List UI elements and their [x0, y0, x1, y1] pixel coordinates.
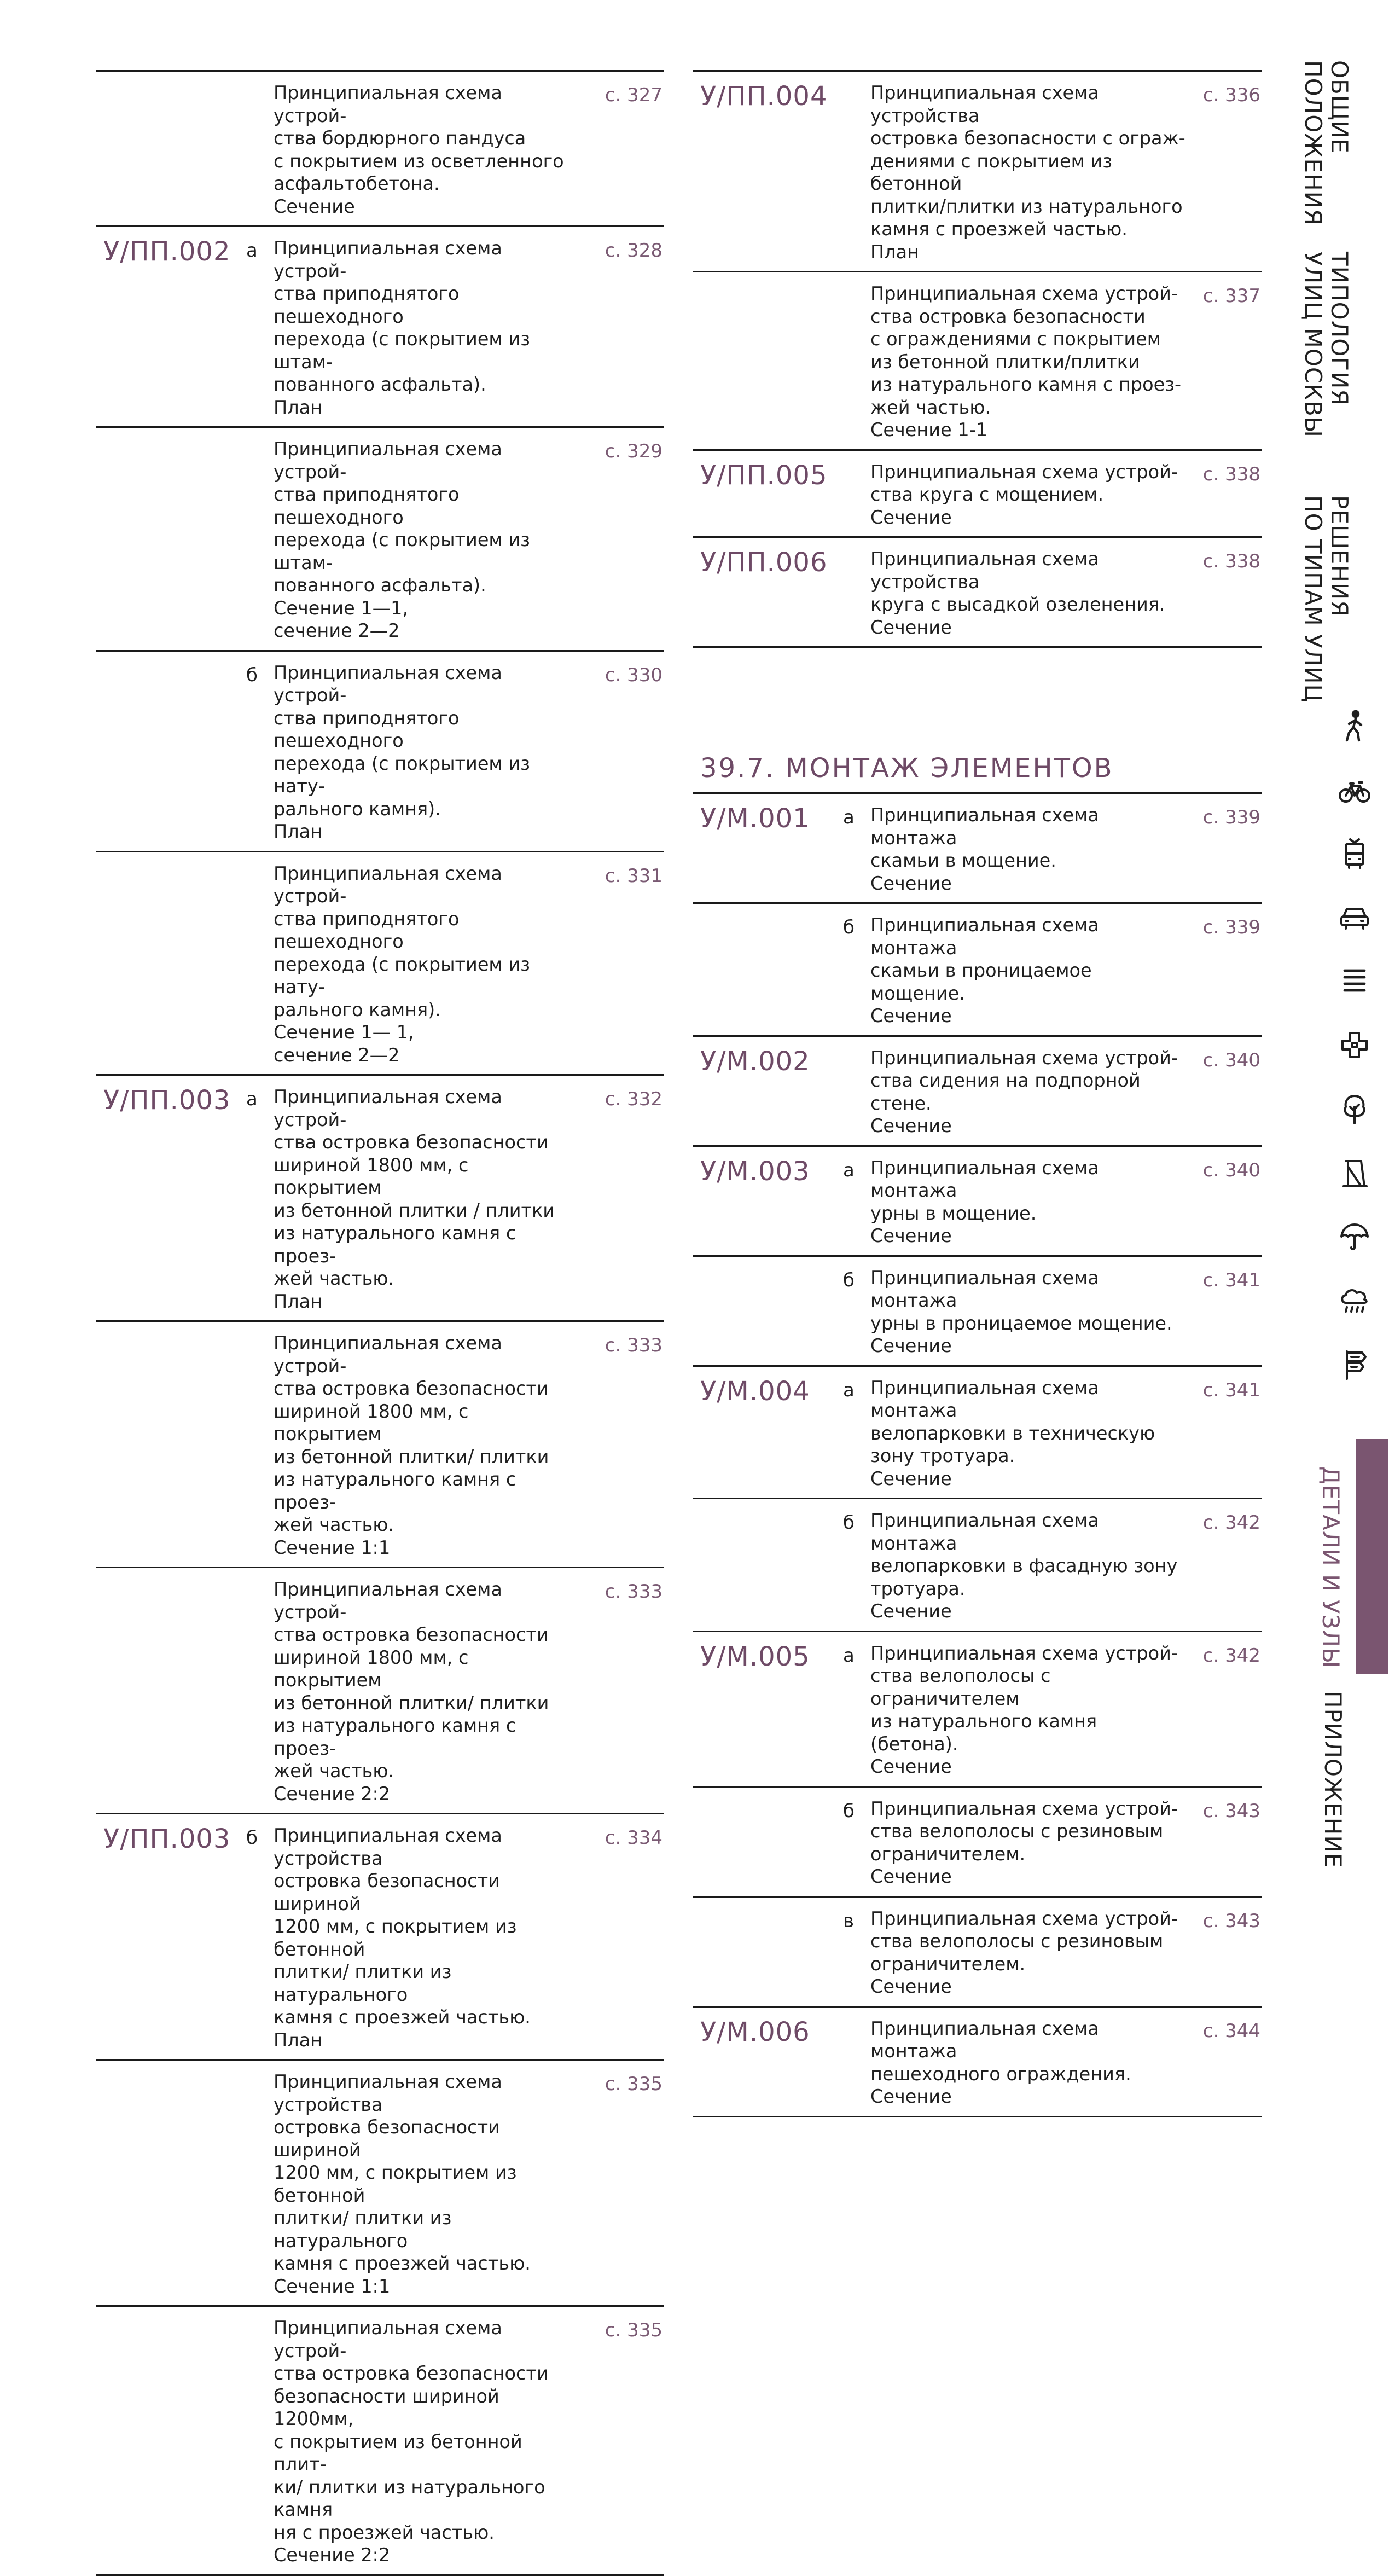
entry-page-number[interactable]: с. 340 — [1202, 1049, 1260, 1071]
entry-description: Принципиальная схема устрой- ства велополосы с резиновым ограничителем. Сечение — [870, 1797, 1178, 1887]
left-entry[interactable] — [96, 1074, 664, 1320]
right-top-entry[interactable] — [693, 449, 1262, 537]
entry-description: Принципиальная схема устрой- ства бордюрного пандуса с покрытием из осветленного асфальтобетона. Сечение — [274, 82, 564, 217]
nav-section-general[interactable]: ОБЩИЕ ПОЛОЖЕНИЯ — [1300, 60, 1353, 226]
entry-variant: а — [246, 240, 258, 262]
right-top-entry[interactable] — [693, 536, 1262, 646]
right-column — [693, 70, 1262, 2117]
left-entry[interactable] — [96, 851, 664, 1075]
entry-page-number[interactable]: с. 338 — [1202, 550, 1260, 572]
entry-page-number[interactable]: с. 329 — [605, 440, 662, 462]
entry-description: Принципиальная схема устройства круга с высадкой озеленения. Сечение — [870, 548, 1165, 638]
right-bottom-entry-list — [693, 792, 1262, 2116]
entry-variant: б — [246, 1827, 258, 1849]
entry-description: Принципиальная схема устрой- ства круга с мощением. Сечение — [870, 461, 1178, 528]
right-bottom-entry[interactable] — [693, 792, 1262, 902]
right-bottom-entry[interactable] — [693, 1786, 1262, 1896]
entry-page-number[interactable]: с. 338 — [1202, 463, 1260, 485]
car-icon[interactable] — [1337, 900, 1372, 935]
right-top-entry-list — [693, 70, 1262, 646]
entry-code: У/М.004 — [700, 1376, 810, 1407]
entry-code: У/ПП.004 — [700, 81, 828, 112]
entry-description: Принципиальная схема устрой- ства приподнятого пешеходного перехода (с покрытием из нату- рального камня). Сечение 1— 1, сечение 2—2 — [274, 862, 530, 1066]
entry-page-number[interactable]: с. 337 — [1202, 285, 1260, 307]
entry-variant: б — [843, 1800, 855, 1822]
left-entry[interactable] — [96, 1567, 664, 1813]
right-bottom-entry[interactable] — [693, 1145, 1262, 1255]
entry-description: Принципиальная схема устрой- ства островка безопасности с ограждениями с покрытием из бетонной плитки/плитки из натурального камня с проез- жей частью. Сечение 1-1 — [870, 283, 1182, 440]
left-entry[interactable] — [96, 426, 664, 650]
entry-description: Принципиальная схема устрой- ства островка безопасности безопасности шириной 1200мм, с покрытием из бетонной плит- ки/ плитки из натурального камня ня с проезжей частью. Сечение 2:2 — [274, 2317, 549, 2566]
entry-page-number[interactable]: с. 342 — [1202, 1512, 1260, 1534]
entry-page-number[interactable]: с. 327 — [605, 84, 662, 106]
entry-page-number[interactable]: с. 333 — [605, 1335, 662, 1356]
entry-page-number[interactable]: с. 334 — [605, 1827, 662, 1849]
right-bottom-end-rule — [693, 2116, 1262, 2117]
entry-description: Принципиальная схема монтажа скамьи в проницаемое мощение. Сечение — [870, 914, 1099, 1026]
right-bottom-entry[interactable] — [693, 1255, 1262, 1365]
entry-description: Принципиальная схема монтажа пешеходного ограждения. Сечение — [870, 2017, 1131, 2107]
entry-variant: а — [843, 807, 855, 828]
entry-description: Принципиальная схема устрой- ства приподнятого пешеходного перехода (с покрытием из штам- пованного асфальта). Сечение 1—1, сечение 2—2 — [274, 438, 530, 641]
entry-variant: б — [843, 916, 855, 938]
entry-page-number[interactable]: с. 333 — [605, 1581, 662, 1603]
entry-description: Принципиальная схема монтажа урны в проницаемое мощение. Сечение — [870, 1267, 1172, 1356]
left-column — [96, 70, 664, 2576]
right-top-entry[interactable] — [693, 70, 1262, 271]
entry-page-number[interactable]: с. 343 — [1202, 1800, 1260, 1822]
entry-code: У/М.006 — [700, 2016, 810, 2047]
entry-variant: б — [843, 1269, 855, 1291]
entry-description: Принципиальная схема монтажа велопарковки в техническую зону тротуара. Сечение — [870, 1377, 1155, 1489]
entry-description: Принципиальная схема устрой- ства островка безопасности шириной 1800 мм, с покрытием из бетонной плитки/ плитки из натурального камня с проез- жей частью. Сечение 2:2 — [274, 1579, 549, 1805]
umbrella-icon[interactable] — [1337, 1219, 1372, 1254]
right-bottom-entry[interactable] — [693, 1631, 1262, 1786]
entry-code: У/М.002 — [700, 1046, 810, 1077]
left-entry[interactable] — [96, 1813, 664, 2059]
right-top-end-rule — [693, 646, 1262, 648]
nav-active-marker — [1356, 1439, 1388, 1674]
entry-variant: а — [843, 1159, 855, 1181]
left-entry[interactable] — [96, 1320, 664, 1567]
entry-variant: б — [843, 1512, 855, 1534]
pedestrian-icon[interactable] — [1337, 709, 1372, 744]
entry-page-number[interactable]: с. 339 — [1202, 807, 1260, 828]
entry-description: Принципиальная схема монтажа скамьи в мощение. Сечение — [870, 804, 1099, 894]
right-bottom-entry[interactable] — [693, 1498, 1262, 1631]
entry-page-number[interactable]: с. 342 — [1202, 1644, 1260, 1667]
entry-variant: в — [843, 1910, 855, 1932]
entry-variant: а — [843, 1644, 855, 1667]
entry-description: Принципиальная схема устрой- ства приподнятого пешеходного перехода (с покрытием из нату- рального камня). План — [274, 662, 530, 842]
left-entry[interactable] — [96, 2059, 664, 2305]
left-entry[interactable] — [96, 70, 664, 225]
entry-description: Принципиальная схема устройства островка безопасности шириной 1200 мм, с покрытием из бетонной плитки/ плитки из натурального камня с проезжей частью. Сечение 1:1 — [274, 2071, 531, 2297]
entry-page-number[interactable]: с. 340 — [1202, 1159, 1260, 1181]
entry-page-number[interactable]: с. 328 — [605, 240, 662, 262]
monument-icon[interactable] — [1337, 1156, 1372, 1191]
entry-page-number[interactable]: с. 343 — [1202, 1910, 1260, 1932]
entry-code: У/ПП.006 — [700, 547, 828, 578]
entry-description: Принципиальная схема устрой- ства велополосы с резиновым ограничителем. Сечение — [870, 1907, 1178, 1997]
section-title: 39.7. МОНТАЖ ЭЛЕМЕНТОВ — [700, 753, 1114, 784]
bus-icon[interactable] — [1337, 836, 1372, 871]
entry-description: Принципиальная схема устрой- ства приподнятого пешеходного перехода (с покрытием из штам- пованного асфальта). План — [274, 237, 530, 418]
entry-description: Принципиальная схема устрой- ства островка безопасности шириной 1800 мм, с покрытием из бетонной плитки/ плитки из натурального камня с проез- жей частью. Сечение 1:1 — [274, 1332, 549, 1558]
entry-page-number[interactable]: с. 335 — [605, 2319, 662, 2341]
entry-description: Принципиальная схема устрой- ства островка безопасности шириной 1800 мм, с покрытием из бетонной плитки / плитки из натурального камня с проез- жей частью. План — [274, 1086, 555, 1312]
sign-icon[interactable] — [1337, 1347, 1372, 1382]
nav-section-typology[interactable]: ТИПОЛОГИЯ УЛИЦ МОСКВЫ — [1300, 252, 1353, 438]
entry-page-number[interactable]: с. 332 — [605, 1088, 662, 1110]
nav-section-appendix[interactable]: ПРИЛОЖЕНИЕ — [1320, 1691, 1346, 1869]
right-bottom-entry[interactable] — [693, 1365, 1262, 1498]
right-top-entry[interactable] — [693, 271, 1262, 449]
entry-description: Принципиальная схема монтажа урны в мощение. Сечение — [870, 1157, 1099, 1246]
bicycle-icon[interactable] — [1337, 773, 1372, 808]
entry-variant: б — [246, 664, 258, 686]
left-end-rule — [96, 2574, 664, 2576]
entry-page-number[interactable]: с. 331 — [605, 865, 662, 887]
entry-page-number[interactable]: с. 336 — [1202, 84, 1260, 106]
entry-page-number[interactable]: с. 335 — [605, 2073, 662, 2095]
rain-cloud-icon[interactable] — [1337, 1283, 1372, 1318]
right-bottom-entry[interactable] — [693, 2006, 1262, 2116]
left-entry[interactable] — [96, 2305, 664, 2574]
entry-variant: а — [843, 1379, 855, 1401]
entry-variant: а — [246, 1088, 258, 1110]
right-bottom-entry[interactable] — [693, 1035, 1262, 1145]
right-bottom-entry[interactable] — [693, 1896, 1262, 2006]
left-entry-list — [96, 70, 664, 2574]
left-entry[interactable] — [96, 650, 664, 851]
entry-code: У/ПП.003 — [103, 1824, 231, 1854]
entry-description: Принципиальная схема монтажа велопарковки в фасадную зону тротуара. Сечение — [870, 1510, 1178, 1622]
entry-page-number[interactable]: с. 344 — [1202, 2020, 1260, 2042]
entry-code: У/М.005 — [700, 1641, 810, 1672]
entry-description: Принципиальная схема устройства островка безопасности с ограж- дениями с покрытием из бетонной плитки/плитки из натурального камня с проезжей частью. План — [870, 82, 1185, 263]
entry-page-number[interactable]: с. 330 — [605, 664, 662, 686]
cross-icon[interactable] — [1337, 1028, 1372, 1063]
entry-page-number[interactable]: с. 341 — [1202, 1269, 1260, 1291]
nav-section-solutions[interactable]: РЕШЕНИЯ ПО ТИПАМ УЛИЦ — [1300, 495, 1353, 703]
entry-description: Принципиальная схема устройства островка безопасности шириной 1200 мм, с покрытием из бетонной плитки/ плитки из натурального камня с проезжей частью. План — [274, 1825, 531, 2051]
nav-section-details[interactable]: ДЕТАЛИ И УЗЛЫ — [1317, 1466, 1344, 1669]
layers-icon[interactable] — [1337, 964, 1372, 999]
entry-description: Принципиальная схема устрой- ства велополосы с ограничителем из натурального камня (бетона). Сечение — [870, 1642, 1178, 1777]
left-entry[interactable] — [96, 225, 664, 426]
right-bottom-entry[interactable] — [693, 902, 1262, 1035]
entry-code: У/ПП.003 — [103, 1085, 231, 1116]
entry-page-number[interactable]: с. 339 — [1202, 916, 1260, 938]
entry-code: У/М.001 — [700, 803, 810, 834]
entry-page-number[interactable]: с. 341 — [1202, 1379, 1260, 1401]
entry-code: У/М.003 — [700, 1156, 810, 1187]
tree-icon[interactable] — [1337, 1092, 1372, 1127]
entry-code: У/ПП.005 — [700, 460, 828, 491]
entry-description: Принципиальная схема устрой- ства сидения на подпорной стене. Сечение — [870, 1047, 1178, 1136]
entry-code: У/ПП.002 — [103, 236, 231, 267]
